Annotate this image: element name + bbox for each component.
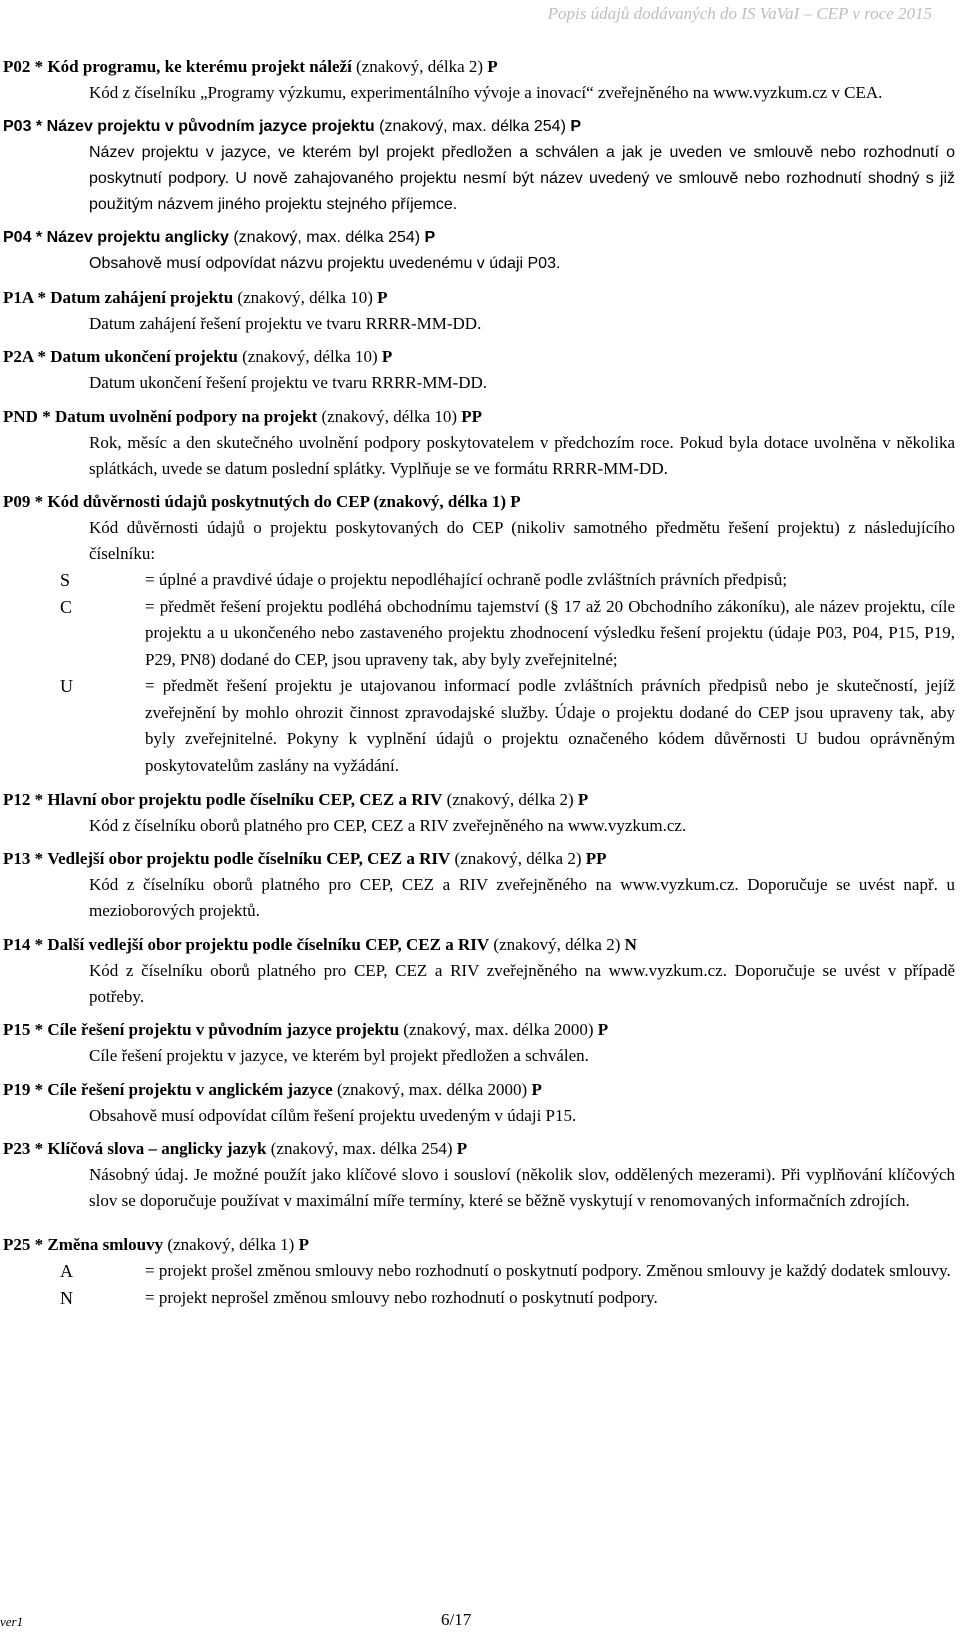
field-name: Název projektu anglicky [46, 229, 229, 246]
field-description: Kód důvěrnosti údajů o projektu poskytovaných do CEP (nikoliv samotného předmětu řešení projektu) z následujícího číselníku: [89, 518, 955, 563]
field-requirement: PP [585, 849, 607, 868]
field-name: Datum ukončení projektu [50, 347, 238, 366]
field-heading [3, 1232, 955, 1258]
field-heading [3, 1017, 955, 1043]
code-meaning: = předmět řešení projektu je utajovanou informací podle zvláštních právních předpisů nebo je skutečností, jejíž zveřejnění by mohlo ohrozit činnost zpravodajské služby. Údaje o projektu dodané do CEP jsou upraveny tak, aby byly zveřejnitelné. Pokyny k vyplnění údajů o projektu označeného kódem důvěrnosti U budou oprávněným poskytovatelům zaslány na vyžádání. [145, 676, 955, 775]
field-heading [3, 225, 955, 251]
field-description: Datum ukončení řešení projektu ve tvaru RRRR-MM-DD. [89, 373, 488, 392]
field-description: Kód z číselníku oborů platného pro CEP, CEZ a RIV zveřejněného na www.vyzkum.cz. Doporučuje se uvést např. u mezioborových projektů. [89, 875, 955, 920]
field-spec: (znakový, délka 2) [493, 934, 621, 954]
field-spec: (znakový, délka 1) [167, 1235, 295, 1254]
field-requirement: P [531, 1079, 542, 1099]
field-requirement: P [577, 789, 589, 809]
field-spec: (znakový, délka 2) [356, 57, 484, 76]
code-meaning: = projekt prošel změnou smlouvy nebo rozhodnutí o poskytnutí podpory. Změnou smlouvy je každý dodatek smlouvy. [145, 1261, 951, 1280]
field-heading [3, 932, 955, 958]
field-code: P04 * [3, 229, 43, 246]
field-item [3, 1017, 955, 1069]
field-spec: (znakový, délka 10) [321, 406, 457, 426]
field-description: Rok, měsíc a den skutečného uvolnění podpory poskytovatelem v předchozím roce. Pokud byla dotace uvolněna v několika splátkách, uvede se datum poslední splátky. Vyplňuje se ve formátu RRRR-MM-DD. [89, 432, 955, 478]
field-requirement: P [381, 347, 393, 366]
field-item [3, 114, 955, 218]
field-name: Název projektu v původním jazyce projektu [46, 117, 375, 135]
running-header: Popis údajů dodávaných do IS VaVaI – CEP v roce 2015 [547, 4, 932, 23]
field-code: P1A * [3, 287, 46, 307]
field-description: Cíle řešení projektu v jazyce, ve kterém byl projekt předložen a schválen. [89, 1046, 589, 1065]
field-name: Cíle řešení projektu v anglickém jazyce [47, 1079, 333, 1099]
field-name: Datum uvolnění podpory na projekt [54, 406, 318, 426]
field-spec: (znakový, max. délka 2000) [403, 1020, 594, 1039]
field-item [3, 846, 955, 924]
field-heading [3, 54, 955, 80]
field-code: P19 * [3, 1079, 44, 1099]
field-spec: (znakový, max. délka 254) [233, 229, 421, 246]
field-requirement: P [597, 1020, 609, 1039]
field-spec: (znakový, délka 10) [237, 287, 373, 307]
code-key: U [60, 676, 73, 696]
field-code: P12 * [3, 789, 44, 809]
code-list-row [60, 1285, 955, 1312]
field-name: Klíčová slova – anglicky jazyk [47, 1139, 267, 1158]
code-list [3, 567, 955, 779]
code-list [3, 1258, 955, 1311]
code-list-row [60, 1258, 955, 1285]
field-description: Datum zahájení řešení projektu ve tvaru RRRR-MM-DD. [89, 313, 482, 333]
field-code: P15 * [3, 1020, 44, 1039]
field-requirement: P [424, 229, 436, 246]
field-heading [3, 787, 955, 813]
field-requirement: P [377, 287, 388, 307]
field-code: P03 * [3, 117, 43, 135]
field-code: P02 * [3, 57, 44, 76]
field-item [3, 1136, 955, 1214]
field-requirement: P [510, 492, 521, 511]
field-requirement: P [570, 117, 582, 135]
code-key: N [60, 1287, 73, 1308]
field-description: Kód z číselníku „Programy výzkumu, experimentálního vývoje a inovací“ zveřejněného na www.vyzkum.cz v CEA. [89, 83, 883, 102]
field-description: Obsahově musí odpovídat cílům řešení projektu uvedeným v údaji P15. [89, 1105, 577, 1125]
code-list-row [60, 567, 955, 594]
field-name: Změna smlouvy [47, 1235, 164, 1254]
field-name: Kód důvěrnosti údajů poskytnutých do CEP (znakový, délka 1) [47, 492, 507, 511]
field-item [3, 404, 955, 482]
field-spec: (znakový, délka 2) [454, 849, 582, 868]
field-code: P14 * [3, 934, 44, 954]
field-requirement: PP [461, 406, 483, 426]
field-heading [3, 344, 955, 370]
version-label: ver1 [0, 1614, 24, 1629]
field-requirement: P [456, 1139, 468, 1158]
field-list [3, 54, 955, 1319]
field-name: Vedlejší obor projektu podle číselníku CEP, CEZ a RIV [47, 849, 451, 868]
field-heading [3, 1136, 955, 1162]
field-item [3, 344, 955, 396]
field-code: P2A * [3, 347, 46, 366]
field-description: Název projektu v jazyce, ve kterém byl projekt předložen a schválen a jak je uveden ve smlouvě nebo rozhodnutí o poskytnutí podpory. U nově zahajovaného projektu nesmí být název uvedený ve smlouvě nebo rozhodnutí shodný s již použitým názvem jiného projektu stejného příjemce. [89, 143, 955, 213]
field-item [3, 787, 955, 839]
field-heading [3, 1077, 955, 1103]
code-meaning: = předmět řešení projektu podléhá obchodnímu tajemství (§ 17 až 20 Obchodního zákoníku), ale název projektu, cíle projektu a u ukončeného nebo zastaveného projektu zhodnocení výsledku řešení projektu (údaje P03, P04, P15, P19, P29, PN8) dodané do CEP, jsou upraveny tak, aby byly zveřejnitelné; [145, 596, 955, 669]
field-name: Datum zahájení projektu [50, 287, 234, 307]
field-description: Kód z číselníku oborů platného pro CEP, CEZ a RIV zveřejněného na www.vyzkum.cz. [89, 815, 687, 835]
field-spec: (znakový, max. délka 254) [270, 1139, 453, 1158]
field-spec: (znakový, max. délka 2000) [336, 1079, 528, 1099]
field-item [3, 225, 955, 277]
field-name: Hlavní obor projektu podle číselníku CEP, CEZ a RIV [47, 789, 443, 809]
field-name: Další vedlejší obor projektu podle číselníku CEP, CEZ a RIV [47, 934, 490, 954]
field-item [3, 54, 955, 106]
code-list-row [60, 673, 955, 779]
field-description: Kód z číselníku oborů platného pro CEP, CEZ a RIV zveřejněného na www.vyzkum.cz. Doporučuje se uvést v případě potřeby. [89, 960, 955, 1006]
code-meaning: = projekt neprošel změnou smlouvy nebo rozhodnutí o poskytnutí podpory. [145, 1287, 658, 1307]
field-item [3, 285, 955, 337]
field-code: P13 * [3, 849, 44, 868]
field-code: P23 * [3, 1139, 44, 1158]
code-key: A [60, 1261, 73, 1281]
field-code: PND * [3, 406, 51, 426]
field-code: P25 * [3, 1235, 44, 1254]
field-item [3, 489, 955, 779]
field-description: Násobný údaj. Je možné použít jako klíčové slovo i sousloví (několik slov, oddělených mezerami). Při vyplňování klíčových slov se doporučuje používat v maximální míře termíny, které se běžně vyskytují v renomovaných informačních zdrojích. [89, 1165, 955, 1210]
field-item [3, 932, 955, 1010]
code-key: S [60, 570, 71, 590]
field-name: Cíle řešení projektu v původním jazyce projektu [47, 1020, 400, 1039]
field-heading [3, 114, 955, 140]
page-number: 6/17 [441, 1610, 472, 1629]
field-requirement: P [298, 1235, 309, 1254]
field-spec: (znakový, délka 2) [446, 789, 574, 809]
field-name: Kód programu, ke kterému projekt náleží [47, 57, 352, 76]
field-code: P09 * [3, 492, 44, 511]
field-spec: (znakový, max. délka 254) [379, 117, 566, 135]
field-requirement: N [624, 934, 637, 954]
field-item [3, 1077, 955, 1129]
field-heading [3, 285, 955, 311]
field-item [3, 1232, 955, 1311]
code-key: C [60, 596, 73, 617]
field-heading [3, 404, 955, 430]
page-footer [0, 1610, 960, 1634]
field-heading [3, 846, 955, 872]
field-requirement: P [487, 57, 498, 76]
code-list-row [60, 594, 955, 674]
field-heading [3, 489, 955, 515]
field-spec: (znakový, délka 10) [242, 347, 378, 366]
field-description: Obsahově musí odpovídat názvu projektu uvedenému v údaji P03. [89, 255, 561, 272]
code-meaning: = úplné a pravdivé údaje o projektu nepodléhající ochraně podle zvláštních právních předpisů; [145, 570, 788, 589]
